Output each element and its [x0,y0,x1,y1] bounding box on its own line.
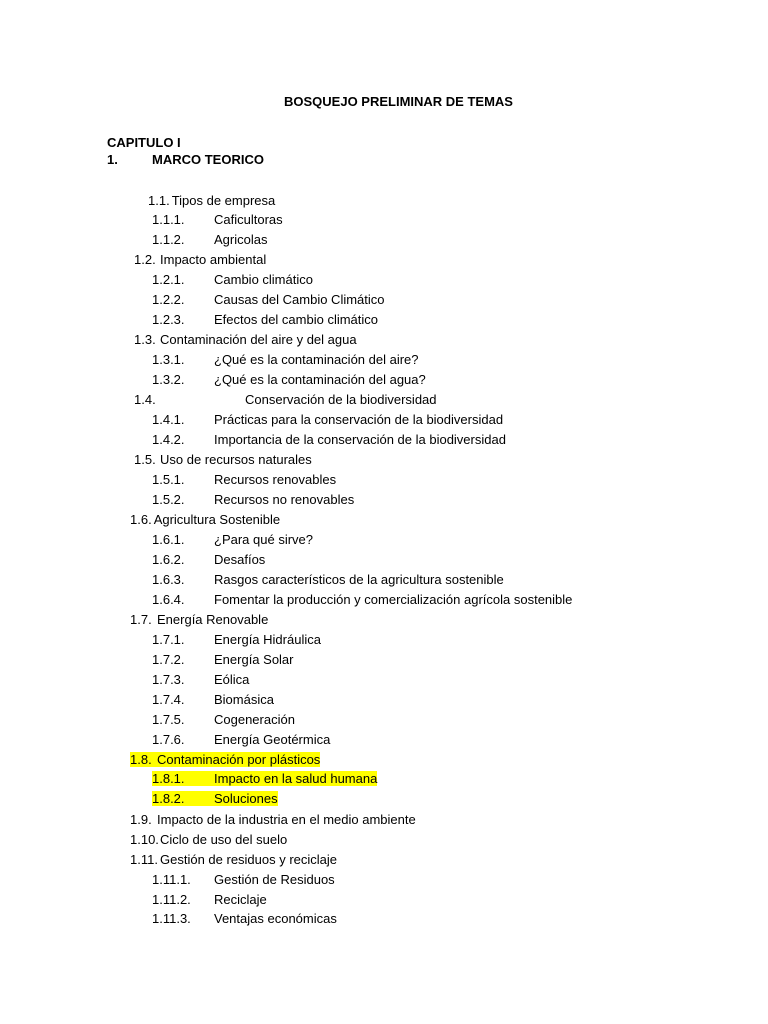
item-number: 1.11.3. [152,911,191,926]
outline-item [152,771,378,786]
item-label: Cambio climático [214,272,313,287]
item-number: 1.8.1. [152,771,185,786]
item-number: 1.6.4. [152,592,185,607]
item-number: 1.7.3. [152,672,185,687]
item-label: Causas del Cambio Climático [214,292,385,307]
outline-item [152,712,295,727]
item-label: Rasgos característicos de la agricultura sostenible [214,572,504,587]
item-number: 1.11.1. [152,872,191,887]
item-number: 1.10. [130,832,159,847]
item-number: 1.1.2. [152,232,185,247]
outline-item [134,332,357,347]
item-number: 1.7.6. [152,732,185,747]
outline-item [130,852,338,867]
outline-item [130,752,321,767]
outline-item [152,472,337,487]
item-label: Agricolas [214,232,268,247]
item-label: Recursos renovables [214,472,337,487]
item-label: Importancia de la conservación de la biodiversidad [214,432,506,447]
outline-item [130,832,288,847]
outline-item [130,612,269,627]
item-number: 1.2.1. [152,272,185,287]
item-number: 1.4.1. [152,412,185,427]
document-title: BOSQUEJO PRELIMINAR DE TEMAS [284,94,513,109]
item-number: 1.6.1. [152,532,185,547]
item-number: 1.11.2. [152,892,191,907]
outline-item [152,432,506,447]
outline-item [152,572,504,587]
outline-item [152,692,274,707]
item-number: 1.3.1. [152,352,185,367]
item-label: Impacto en la salud humana [214,771,378,786]
item-label: Energía Hidráulica [214,632,321,647]
item-number: 1.4. [134,392,156,407]
item-label: Energía Geotérmica [214,732,331,747]
item-number: 1.6.3. [152,572,185,587]
item-label: Cogeneración [214,712,295,727]
chapter-heading: CAPITULO I [107,135,181,150]
item-label: Caficultoras [214,212,283,227]
item-label: Soluciones [214,791,278,806]
item-label: Agricultura Sostenible [153,512,281,527]
item-label: Efectos del cambio climático [214,312,379,327]
item-label: Impacto de la industria en el medio ambiente [157,812,416,827]
item-label: Gestión de Residuos [214,872,335,887]
section-title: MARCO TEORICO [152,152,264,167]
item-number: 1.5. [134,452,156,467]
outline-item [152,592,573,607]
item-label: Desafíos [214,552,266,567]
outline-item [134,392,437,407]
item-label: Conservación de la biodiversidad [245,392,437,407]
item-number: 1.3. [134,332,156,347]
outline-item [152,292,385,307]
item-label: Recursos no renovables [214,492,355,507]
item-label: Fomentar la producción y comercialización agrícola sostenible [214,592,573,607]
item-label: ¿Qué es la contaminación del agua? [214,372,426,387]
highlight-gap [185,791,214,806]
outline-item [152,232,268,247]
outline-item [152,911,337,926]
item-label: Ciclo de uso del suelo [160,832,288,847]
outline-item [152,672,250,687]
outline-item [130,812,416,827]
outline-item [152,872,335,887]
outline-item [152,732,331,747]
item-label: Biomásica [214,692,274,707]
item-number: 1.2.3. [152,312,185,327]
item-label: Prácticas para la conservación de la biodiversidad [214,412,504,427]
outline-item [152,212,283,227]
item-number: 1.7.4. [152,692,185,707]
outline-item [152,632,321,647]
item-label: Impacto ambiental [160,252,267,267]
item-number: 1.5.1. [152,472,185,487]
item-label: Contaminación del aire y del agua [160,332,357,347]
item-label: Gestión de residuos y reciclaje [160,852,338,867]
item-number: 1.6.2. [152,552,185,567]
item-label: Uso de recursos naturales [160,452,312,467]
outline-item [152,532,313,547]
item-number: 1.3.2. [152,372,185,387]
highlight-gap [152,752,157,767]
outline-item [152,372,426,387]
item-number: 1.6. [130,512,152,527]
item-label: Reciclaje [214,892,267,907]
outline-item [130,512,280,527]
item-label: Contaminación por plásticos [157,752,321,767]
item-number: 1.1. [148,193,170,208]
item-label: Eólica [214,672,250,687]
item-label: Energía Renovable [157,612,269,627]
item-label: Ventajas económicas [214,911,337,926]
item-number: 1.8.2. [152,791,185,806]
item-label: Energía Solar [214,652,294,667]
outline-item [152,892,267,907]
item-number: 1.7. [130,612,152,627]
outline-item [152,552,266,567]
item-number: 1.11. [130,852,158,867]
item-number: 1.7.1. [152,632,185,647]
item-number: 1.9. [130,812,152,827]
highlight-gap [185,771,214,786]
outline-item [134,452,312,467]
item-number: 1.7.5. [152,712,185,727]
outline-item [148,193,275,208]
section-number: 1. [107,152,118,167]
item-number: 1.8. [130,752,152,767]
outline-item [152,352,419,367]
outline-item [152,312,379,327]
item-label: ¿Qué es la contaminación del aire? [214,352,419,367]
outline-item [134,252,267,267]
item-number: 1.7.2. [152,652,185,667]
outline-item [152,652,294,667]
item-label: Tipos de empresa [171,193,276,208]
item-number: 1.2.2. [152,292,185,307]
item-number: 1.5.2. [152,492,185,507]
item-number: 1.1.1. [152,212,185,227]
item-label: ¿Para qué sirve? [214,532,313,547]
item-number: 1.4.2. [152,432,185,447]
outline-item [152,412,504,427]
outline-item [152,272,313,287]
item-number: 1.2. [134,252,156,267]
outline-item [152,492,355,507]
outline-item [152,791,278,806]
